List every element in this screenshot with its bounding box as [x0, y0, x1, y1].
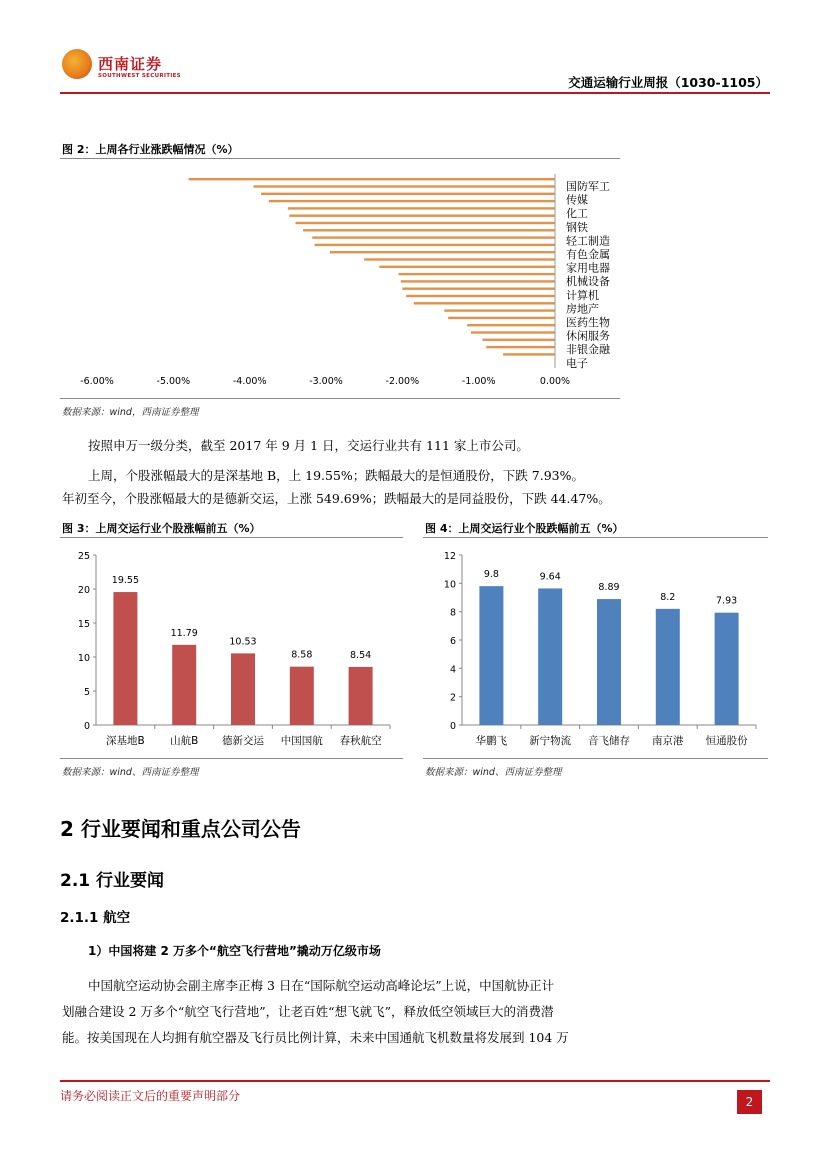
figure2-bar: [482, 339, 555, 341]
figure2-category-label: 家用电器: [566, 261, 610, 275]
figure2-category-label: 国防军工: [566, 180, 610, 193]
figure3-category-label: 中国国航: [280, 735, 323, 747]
figure4-bar: [715, 613, 739, 725]
subsubsection-heading: 2.1.1 航空: [60, 910, 131, 926]
figure2-category-label: 电子: [566, 356, 588, 370]
figure2-chart: [60, 162, 625, 392]
figure2-category-label: 休闲服务: [566, 329, 610, 343]
footer-notice: 请务必阅读正文后的重要声明部分: [60, 1089, 241, 1103]
figure3-value-label: 8.54: [350, 649, 372, 661]
figure3-ytick-label: 0: [83, 721, 90, 732]
figure2-category-label: 钢铁: [566, 220, 588, 234]
figure4-value-label: 9.64: [539, 571, 561, 583]
figure2-bar: [379, 266, 555, 268]
figure2-bar: [401, 280, 555, 282]
figure2-category-label: 非银金融: [566, 343, 610, 357]
figure3-category-label: 山航B: [170, 735, 199, 747]
header-divider: [60, 92, 770, 94]
figure2-bar: [330, 251, 555, 253]
figure4-chart: [423, 540, 770, 755]
figure4-category-label: 恒通股份: [705, 735, 748, 747]
figure3-ytick-label: 15: [77, 619, 90, 630]
figure4-value-label: 7.93: [716, 595, 738, 607]
figure2-bar: [471, 331, 555, 333]
figure3-category-label: 深基地B: [106, 735, 145, 747]
figure2-source: 数据来源：wind，西南证券整理: [62, 407, 199, 418]
figure2-bar: [364, 258, 555, 260]
figure3-ytick-label: 10: [77, 653, 90, 664]
figure4-source: 数据来源：wind、西南证券整理: [425, 767, 562, 778]
figure2-tick-label: 0.00%: [539, 376, 571, 387]
figure2-bar: [289, 215, 555, 217]
figure2-bar: [402, 288, 555, 290]
figure2-bar: [269, 200, 555, 202]
figure4-ytick-label: 12: [443, 551, 456, 562]
figure4-category-label: 华鹏飞: [475, 735, 508, 747]
figure2-category-label: 计算机: [566, 288, 599, 302]
figure4-category-label: 新宁物流: [529, 735, 572, 747]
figure4-ytick-label: 4: [449, 664, 456, 676]
figure3-top-rule: [60, 537, 403, 538]
figure2-bar: [288, 207, 555, 209]
paragraph-weekly-stock: 上周，个股涨幅最大的是深基地 B，上 19.55%；跌幅最大的是恒通股份，下跌 7.93%。: [88, 468, 584, 483]
figure3-category-label: 德新交运: [222, 735, 264, 747]
figure3-ytick-label: 20: [77, 585, 90, 596]
figure2-top-rule: [60, 158, 620, 159]
figure2-bar: [399, 273, 555, 275]
figure4-ytick-label: 8: [449, 607, 456, 619]
figure4-ytick-label: 10: [443, 579, 456, 591]
figure2-bar: [303, 229, 555, 231]
figure3-ytick-label: 5: [83, 687, 90, 698]
figure3-value-label: 8.58: [291, 649, 313, 661]
report-title: 交通运输行业周报（1030-1105）: [568, 75, 768, 90]
figure2-bar: [467, 324, 555, 326]
figure4-value-label: 8.2: [660, 591, 676, 603]
figure2-tick-label: -3.00%: [309, 376, 343, 387]
figure2-bar: [486, 346, 555, 348]
figure4-ytick-label: 0: [449, 721, 456, 732]
figure2-category-label: 有色金属: [566, 248, 610, 261]
figure4-ytick-label: 6: [449, 636, 456, 647]
figure2-category-label: 传媒: [566, 193, 588, 207]
figure2-tick-label: -1.00%: [461, 376, 496, 387]
paragraph-company-count: 按照申万一级分类，截至 2017 年 9 月 1 日，交运行业共有 111 家上市公司。: [88, 438, 529, 453]
figure4-category-label: 南京港: [652, 735, 684, 747]
figure4-category-label: 音飞储存: [588, 735, 630, 747]
figure2-tick-label: -4.00%: [232, 376, 267, 387]
figure3-chart: [60, 540, 405, 755]
figure3-source: 数据来源：wind、西南证券整理: [62, 767, 199, 778]
figure3-bar: [113, 592, 137, 725]
figure2-bar: [448, 317, 555, 319]
figure4-bar: [597, 599, 621, 725]
figure4-ytick-label: 2: [449, 692, 456, 704]
figure4-bar: [538, 588, 562, 725]
figure3-bottom-rule: [60, 758, 403, 759]
news-headline: 1）中国将建 2 万多个“航空飞行营地”撬动万亿级市场: [88, 944, 381, 958]
news-paragraph-line3: 能。按美国现在人均拥有航空器及飞行员比例计算，未来中国通航飞机数量将发展到 104 万: [62, 1030, 569, 1045]
figure4-bottom-rule: [423, 758, 768, 759]
figure2-tick-label: -2.00%: [385, 376, 420, 387]
figure4-title: 图 4：上周交运行业个股跌幅前五（%）: [425, 522, 624, 535]
figure2-bottom-rule: [60, 398, 620, 399]
footer-divider: [60, 1080, 770, 1082]
paragraph-ytd-stock: 年初至今，个股涨幅最大的是德新交运，上涨 549.69%；跌幅最大的是同益股份，下跌 44.47%。: [62, 491, 611, 506]
figure2-bar: [253, 185, 555, 187]
figure3-bar: [172, 645, 196, 725]
figure3-value-label: 10.53: [229, 636, 257, 648]
figure2-tick-label: -6.00%: [80, 376, 114, 387]
figure3-bar: [290, 667, 314, 725]
figure4-value-label: 9.8: [483, 569, 499, 581]
figure2-bar: [312, 236, 555, 238]
figure3-ytick-label: 25: [77, 551, 90, 562]
figure2-bar: [503, 353, 555, 355]
figure2-bar: [295, 222, 555, 224]
figure2-category-label: 房地产: [566, 302, 599, 316]
figure3-title: 图 3：上周交运行业个股涨幅前五（%）: [62, 522, 261, 535]
figure2-title: 图 2：上周各行业涨跌幅情况（%）: [62, 143, 239, 156]
section-heading: 2 行业要闻和重点公司公告: [60, 817, 301, 841]
figure2-category-label: 医药生物: [566, 316, 610, 329]
figure2-bar: [315, 244, 555, 246]
news-paragraph-line2: 划融合建设 2 万多个“航空飞行营地”，让老百姓“想飞就飞”，释放低空领域巨大的消费潜: [62, 1004, 554, 1019]
figure3-category-label: 春秋航空: [339, 735, 382, 747]
figure3-bar: [349, 667, 373, 725]
figure2-category-label: 轻工制造: [566, 234, 610, 248]
figure2-bar: [261, 193, 555, 195]
subsection-heading: 2.1 行业要闻: [60, 871, 165, 891]
figure2-tick-label: -5.00%: [156, 376, 191, 387]
figure4-bar: [479, 586, 503, 725]
figure2-category-label: 化工: [566, 207, 588, 221]
figure3-value-label: 11.79: [170, 627, 198, 639]
company-logo-icon: [62, 49, 92, 79]
page-number: 2: [737, 1090, 762, 1114]
figure3-value-label: 19.55: [111, 575, 140, 587]
figure2-bar: [414, 302, 555, 304]
figure4-top-rule: [423, 537, 768, 538]
figure2-bar: [189, 178, 555, 180]
figure4-value-label: 8.89: [598, 582, 620, 594]
news-paragraph-line1: 中国航空运动协会副主席李正梅 3 日在“国际航空运动高峰论坛”上说，中国航协正计: [88, 978, 555, 993]
figure4-bar: [656, 609, 680, 725]
logo-name: 西南证券: [98, 55, 163, 73]
figure2-category-label: 机械设备: [566, 275, 610, 289]
logo-subtitle: SOUTHWEST SECURITIES: [98, 73, 181, 79]
figure2-bar: [406, 295, 555, 297]
figure3-bar: [231, 653, 255, 725]
figure2-bar: [444, 309, 555, 311]
